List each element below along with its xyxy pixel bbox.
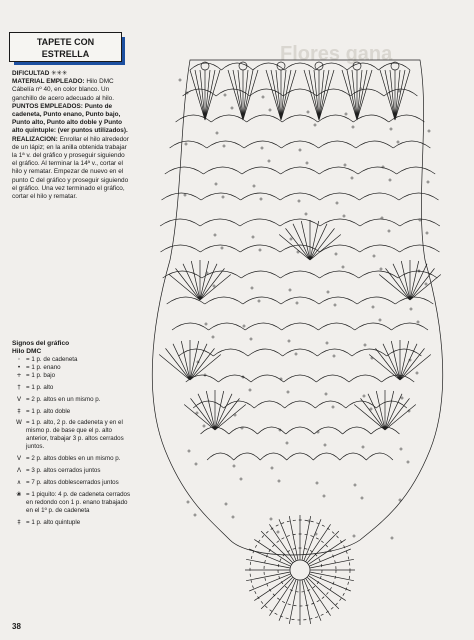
material-text: Hilo DMC Cábelía nº 40, en color blanco. Un ganchillo de acero adecuado al hilo. — [12, 78, 114, 102]
chain-arch-row — [193, 401, 407, 408]
chain-dot — [277, 531, 279, 533]
picot-icon: ❀ — [16, 491, 22, 498]
picot-loop — [239, 62, 247, 70]
radial-stitches — [245, 515, 355, 625]
chain-dot — [297, 251, 299, 253]
chain-arch-row — [161, 245, 440, 252]
legend-item-text: = 7 p. altos doblescerrados juntos — [26, 479, 119, 486]
chain-dot — [370, 408, 372, 410]
chain-arch-row — [186, 375, 414, 382]
chain-arch-row — [162, 193, 439, 200]
chain-dot — [288, 340, 290, 342]
chain-dot — [296, 302, 298, 304]
chain-dot — [188, 450, 190, 452]
chain-dot — [351, 177, 353, 179]
chain-dot — [379, 319, 381, 321]
difficulty-line — [12, 70, 130, 78]
stitches-text: Punto de cadeneta, Punto enano, Punto bajo, Punto alto, Punto alto doble y Punto alto quintuple: (ver puntos utilizados). — [12, 102, 128, 135]
chain-dot — [222, 196, 224, 198]
dc-cluster-icon: W — [16, 419, 22, 426]
motif-outline — [152, 60, 442, 555]
chain-dot — [425, 283, 427, 285]
chain-dot — [401, 397, 403, 399]
chain-dot — [416, 372, 418, 374]
legend-item-text: = 1 p. enano — [26, 364, 61, 371]
chain-dot — [287, 391, 289, 393]
chain-dot — [316, 482, 318, 484]
chain-dot — [325, 393, 327, 395]
chain-dot — [195, 463, 197, 465]
chain-dot — [362, 446, 364, 448]
chain-dot — [261, 147, 263, 149]
chain-dot — [324, 444, 326, 446]
chain-dot — [364, 344, 366, 346]
chain-arch-row — [207, 453, 393, 460]
chain-dot — [426, 232, 428, 234]
legend-item — [12, 467, 134, 475]
single-crochet-icon: + — [16, 372, 22, 379]
stitch-fan — [304, 70, 334, 120]
chain-arch-row — [165, 167, 435, 174]
chain-dot — [258, 300, 260, 302]
chart-legend — [12, 340, 134, 527]
chain-dot — [179, 79, 181, 81]
chain-dot — [333, 355, 335, 357]
chain-dot — [307, 111, 309, 113]
chain-dot — [314, 124, 316, 126]
two-tr-same-stitch-icon: V — [16, 455, 22, 462]
chain-arch-row — [183, 89, 418, 96]
legend-item — [12, 384, 134, 392]
chain-arch-row — [170, 141, 431, 148]
chain-dot — [234, 414, 236, 416]
chain-dot — [194, 514, 196, 516]
legend-item-text: = 1 p. bajo — [26, 372, 56, 379]
chain-dot — [251, 287, 253, 289]
chain-dot — [213, 285, 215, 287]
chain-dot — [184, 194, 186, 196]
legend-item — [12, 479, 134, 487]
stitch-fan — [228, 70, 258, 120]
legend-title: Signos del gráfico — [12, 340, 70, 347]
legend-item — [12, 372, 134, 380]
chain-dot — [278, 480, 280, 482]
chain-dot — [259, 249, 261, 251]
stitch-fan — [184, 390, 246, 430]
chain-dot — [361, 497, 363, 499]
stitch-fan — [354, 390, 416, 430]
chain-dot — [271, 467, 273, 469]
show-through-text: Flores gana — [280, 43, 393, 65]
legend-item-text: = 2 p. altos en un mismo p. — [26, 396, 101, 403]
chain-dot — [224, 94, 226, 96]
chain-arch-row — [201, 427, 400, 434]
chain-dot — [270, 518, 272, 520]
chain-dot — [391, 537, 393, 539]
chain-dot — [252, 236, 254, 238]
chain-dot — [289, 289, 291, 291]
chain-dot — [268, 160, 270, 162]
legend-item-text: = 3 p. altos cerrados juntos — [26, 467, 101, 474]
chain-dot — [354, 484, 356, 486]
chain-dot — [232, 516, 234, 518]
legend-item — [12, 364, 134, 372]
chain-dot — [373, 255, 375, 257]
legend-item — [12, 356, 134, 364]
chain-dot — [225, 503, 227, 505]
stitch-fan — [190, 70, 220, 120]
double-crochet-icon: † — [17, 384, 21, 391]
difficulty-stars: ✳✳✳ — [51, 70, 68, 77]
treble-crochet-icon: ‡ — [17, 408, 21, 415]
chain-dot — [249, 389, 251, 391]
chain-dot — [417, 321, 419, 323]
chain-dot — [212, 336, 214, 338]
chain-dot — [353, 535, 355, 537]
material-label: MATERIAL EMPLEADO: — [12, 78, 85, 86]
chain-dot — [343, 215, 345, 217]
chain-dot — [427, 181, 429, 183]
stitch-fan — [379, 260, 441, 300]
chain-dot — [400, 448, 402, 450]
legend-item — [12, 396, 134, 404]
stitch-fan — [279, 220, 341, 260]
chain-dot — [410, 308, 412, 310]
chain-dot — [221, 247, 223, 249]
legend-item-text: = 1 piquito: 4 p. de cadeneta cerrados en redondo con 1 p. enano trabajado en el 1º p. de cadeneta — [26, 491, 131, 514]
chain-arch-row — [167, 297, 434, 304]
quintuple-treble-icon: ‡ — [17, 519, 21, 526]
chain-dot — [332, 406, 334, 408]
chain-dot — [187, 501, 189, 503]
chain-dot — [203, 425, 205, 427]
legend-item-text: = 1 p. alto — [26, 384, 54, 391]
chain-dot — [305, 213, 307, 215]
legend-subtitle: Hilo DMC — [12, 348, 42, 355]
chain-dot — [380, 268, 382, 270]
legend-item-text: = 2 p. altos dobles en un mismo p. — [26, 455, 121, 462]
stitches-label: PUNTOS EMPLEADOS: — [12, 102, 83, 110]
chain-dot — [334, 304, 336, 306]
chain-dot — [352, 126, 354, 128]
chain-dot — [428, 130, 430, 132]
stitch-fan — [159, 340, 221, 380]
chain-dot — [215, 183, 217, 185]
chain-dot — [298, 200, 300, 202]
title-line-2: ESTRELLA — [41, 49, 90, 59]
chain-dot — [397, 141, 399, 143]
procedure-label: REALIZACION: — [12, 135, 58, 143]
two-dc-same-stitch-icon: V — [16, 396, 22, 403]
chain-dot — [344, 164, 346, 166]
three-dc-cluster-icon: Λ — [16, 467, 22, 474]
stitch-fan — [266, 70, 296, 120]
chain-dot — [335, 253, 337, 255]
seven-tr-cluster-icon: ∧ — [16, 479, 22, 486]
chain-dot — [323, 495, 325, 497]
chain-dot — [286, 442, 288, 444]
material-paragraph — [12, 78, 130, 103]
chain-dot — [231, 107, 233, 109]
stitch-fan — [369, 340, 431, 380]
legend-item-text: = 1 p. alto doble — [26, 408, 71, 415]
stitch-fan — [169, 260, 231, 300]
chain-arch-row — [172, 323, 428, 330]
chain-stitch-icon: ◦ — [17, 356, 21, 363]
chain-dot — [216, 132, 218, 134]
difficulty-label: DIFICULTAD — [12, 70, 50, 77]
chain-dot — [299, 149, 301, 151]
chain-dot — [407, 461, 409, 463]
slip-stitch-icon: • — [17, 364, 21, 371]
pattern-instructions — [12, 70, 130, 201]
chain-dot — [223, 145, 225, 147]
legend-item — [12, 419, 134, 451]
procedure-text: Enrollar el hilo alrededor de un lápiz; en la anilla obtenida trabajar la 1ª v. del gráfico y proseguir siguiendo el gráfico. Al terminar la 14ª v., cortar el hilo y rematar. Empezar de nuevo en el punto C del gráfico y proseguir siguiendo el gráfico. Una vez terminado el gráfico, cortar el hilo y rematar. — [12, 135, 129, 201]
title-line-1: TAPETE CON — [36, 37, 95, 47]
chain-dot — [196, 412, 198, 414]
chain-arch-row — [160, 219, 440, 226]
legend-item — [12, 519, 134, 527]
procedure-paragraph — [12, 136, 130, 202]
chain-dot — [363, 395, 365, 397]
chain-dot — [253, 185, 255, 187]
chain-dot — [262, 96, 264, 98]
stitch-fan — [380, 70, 410, 120]
chain-dot — [390, 128, 392, 130]
legend-item — [12, 408, 134, 416]
chain-dot — [399, 499, 401, 501]
chain-dot — [389, 179, 391, 181]
chain-arch-row — [163, 271, 438, 278]
chain-dot — [205, 323, 207, 325]
chain-dot — [342, 266, 344, 268]
chain-dot — [336, 202, 338, 204]
stitches-paragraph — [12, 103, 130, 136]
stitch-fan — [342, 70, 372, 120]
chain-dot — [372, 306, 374, 308]
chain-dot — [250, 338, 252, 340]
chain-dot — [260, 198, 262, 200]
chain-dot — [388, 230, 390, 232]
pattern-title-box — [9, 32, 122, 62]
chain-dot — [240, 478, 242, 480]
chain-dot — [345, 113, 347, 115]
legend-item-text: = 1 p. alto quintuple — [26, 519, 81, 526]
chain-dot — [327, 291, 329, 293]
legend-item-text: = 1 p. alto, 2 p. de cadeneta y en el mismo p. de base que el p. alto anterior, trabajar 3 p. altos cerrados juntos. — [26, 419, 124, 450]
page-number: 38 — [12, 622, 21, 631]
legend-item-text: = 1 p. de cadeneta — [26, 356, 78, 363]
chain-dot — [185, 143, 187, 145]
chain-dot — [290, 238, 292, 240]
crochet-chart-diagram — [130, 0, 474, 640]
legend-rows — [12, 356, 134, 527]
legend-item — [12, 491, 134, 515]
chain-dot — [214, 234, 216, 236]
legend-item — [12, 455, 134, 463]
chain-dot — [317, 431, 319, 433]
chain-dot — [269, 109, 271, 111]
chain-dot — [295, 353, 297, 355]
chain-arch-row — [179, 349, 422, 356]
center-ring — [290, 560, 310, 580]
chain-dot — [306, 162, 308, 164]
chain-dot — [326, 342, 328, 344]
chain-dot — [243, 325, 245, 327]
chain-dot — [233, 465, 235, 467]
chain-arch-row — [176, 115, 425, 122]
